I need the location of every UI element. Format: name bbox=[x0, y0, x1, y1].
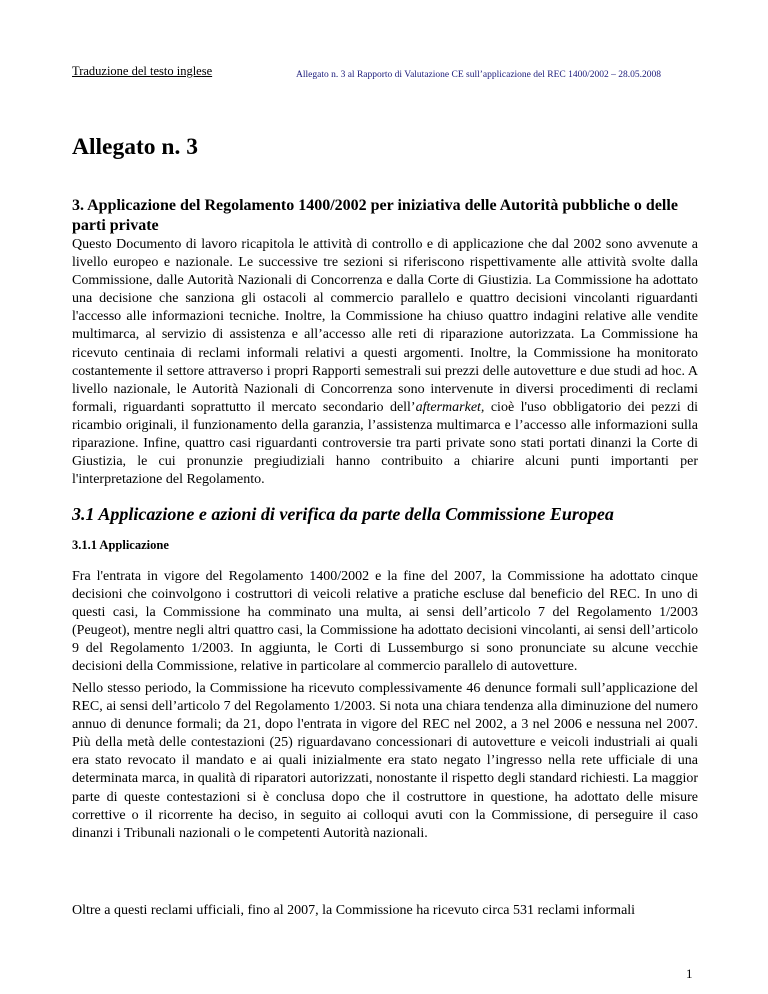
running-header-right: Allegato n. 3 al Rapporto di Valutazione CE sull’applicazione del REC 1400/2002 – 28.05.2008 bbox=[296, 70, 661, 80]
section-3-1-heading: 3.1 Applicazione e azioni di verifica da parte della Commissione Europea bbox=[72, 504, 614, 524]
paragraph-text-part-1: Questo Documento di lavoro ricapitola le attività di controllo e di applicazione che dal 2002 sono avvenute a livello europeo e nazionale. Le successive tre sezioni si riferiscono rispettivamente alle attività svolte dalla Commissione, dalle Autorità Nazionali di Concorrenza e dalla Corte di Giustizia. La Commissione ha adottato una decisione che sanziona gli ostacoli al commercio parallelo e quattro decisioni vincolanti riguardanti l'accesso alle informazioni tecniche. Inoltre, la Commissione ha chiuso quattro indagini relative alle vendite multimarca, al servizio di assistenza e all’accesso alle reti di riparazione autorizzata. La Commissione ha ricevuto centinaia di reclami informali relativi a questi argomenti. Inoltre, la Commissione ha monitorato costantemente il settore attraverso i propri Rapporti semestrali sui prezzi delle autovetture e due studi ad hoc. A livello nazionale, le Autorità Nazionali di Concorrenza sono intervenute in diversi procedimenti di reclami formali, riguardanti soprattutto il mercato secondario dell’ bbox=[72, 237, 698, 415]
section-3-1-1-paragraph-2: Nello stesso periodo, la Commissione ha ricevuto complessivamente 46 denunce formali sull’applicazione del REC, ai sensi dell’articolo 7 del Regolamento 1/2003. Si nota una chiara tendenza alla diminuzione del numero annuo di denunce formali; da 21, dopo l'entrata in vigore del REC nel 2002, a 3 nel 2006 e nessuna nel 2007. Più della metà delle contestazioni (25) riguardavano concessionari di autovetture e veicoli industriali ai quali era stato revocato il mandato e ai quali inizialmente era stato negato l’ingresso nella rete ufficiale di una determinata marca, in qualità di riparatori autorizzati, nonostante il rispetto degli standard richiesti. La maggior parte di queste contestazioni si è conclusa dopo che il costruttore in questione, ha adottato delle misure correttive o il ricorrente ha deciso, in seguito ai colloqui avuti con la Commissione, di perseguire il caso dinanzi i Tribunali nazionali o le competenti Autorità nazionali. bbox=[72, 681, 698, 841]
paragraph-text-part-2: cioè l'uso obbligatorio dei pezzi di ricambio originali, il funzionamento della garanzia, l’assistenza multimarca e l’accesso alle informazioni sulla riparazione. Infine, quattro casi riguardanti controversie tra parti private sono stati portati dinanzi la Corte di Giustizia, le cui pronunzie pregiudiziali hanno contribuito a chiarire alcuni punti importanti per l'interpretazione del Regolamento. bbox=[72, 399, 699, 488]
section-3-heading: 3. Applicazione del Regolamento 1400/2002 per iniziativa delle Autorità pubbliche o delle parti private bbox=[72, 197, 678, 234]
aftermarket-emphasis: aftermarket, bbox=[415, 399, 485, 415]
section-3-1-1-paragraph-1: Fra l'entrata in vigore del Regolamento 1400/2002 e la fine del 2007, la Commissione ha adottato cinque decisioni che coinvolgono i costruttori di veicoli relative a pratiche escluse dal beneficio del REC. In uno di questi casi, la Commissione ha comminato una multa, ai sensi dell’articolo 7 del Regolamento 1/2003 (Peugeot), mentre negli altri quattro casi, la Commissione ha adottato decisioni vincolanti, ai sensi dell’articolo 9 del Regolamento 1/2003. In aggiunta, le Corti di Lussemburgo si sono pronunciate su alcune vecchie decisioni della Commissione, relative in particolare al commercio parallelo di autovetture. bbox=[72, 569, 698, 675]
annex-title: Allegato n. 3 bbox=[72, 134, 198, 160]
section-3-paragraph bbox=[72, 236, 698, 489]
running-header-left: Traduzione del testo inglese bbox=[72, 64, 213, 78]
section-3-1-1-paragraph-3: Oltre a questi reclami ufficiali, fino al 2007, la Commissione ha ricevuto circa 531 reclami informali bbox=[72, 903, 636, 918]
section-3-1-1-heading: 3.1.1 Applicazione bbox=[72, 538, 169, 552]
page-number: 1 bbox=[686, 966, 693, 981]
